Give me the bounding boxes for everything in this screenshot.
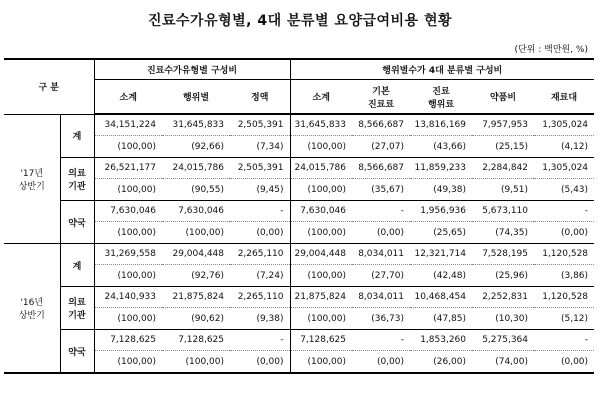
table-row (4, 330, 594, 351)
value-cell: 7,128,625 (162, 330, 230, 351)
percent-cell: (4,12) (534, 136, 594, 158)
value-cell: 1,120,528 (534, 244, 594, 265)
percent-cell: (90,62) (162, 308, 230, 330)
percent-cell: (36,73) (352, 308, 410, 330)
value-cell: 13,816,169 (410, 114, 472, 136)
row-label: 약국 (60, 201, 94, 244)
percent-cell: (3,86) (534, 265, 594, 287)
percent-cell: (100,00) (162, 351, 230, 374)
percent-cell: (74,00) (472, 351, 534, 374)
percent-cell: (5,43) (534, 179, 594, 201)
row-label: 계 (60, 244, 94, 287)
percent-cell: (42,48) (410, 265, 472, 287)
percent-cell: (35,67) (352, 179, 410, 201)
percent-cell: (25,15) (472, 136, 534, 158)
percent-cell: (74,35) (472, 222, 534, 244)
value-cell: 7,128,625 (94, 330, 162, 351)
value-cell: 8,566,687 (352, 114, 410, 136)
percent-cell: (0,00) (230, 222, 290, 244)
column-header: 정액 (230, 80, 290, 115)
unit-note: (단위 : 백만원, %) (514, 45, 588, 55)
value-cell: 21,875,824 (290, 287, 352, 308)
value-cell: 8,034,011 (352, 244, 410, 265)
row-label: 의료 기관 (60, 158, 94, 201)
value-cell: - (230, 330, 290, 351)
value-cell: 24,015,786 (290, 158, 352, 179)
percent-cell: (10,30) (472, 308, 534, 330)
value-cell: 2,284,842 (472, 158, 534, 179)
value-cell: 8,566,687 (352, 158, 410, 179)
value-cell: 21,875,824 (162, 287, 230, 308)
value-cell: 34,151,224 (94, 114, 162, 136)
value-cell: 1,853,260 (410, 330, 472, 351)
percent-cell: (7,24) (230, 265, 290, 287)
percent-cell: (49,38) (410, 179, 472, 201)
percent-cell: (25,65) (410, 222, 472, 244)
value-cell: 11,859,233 (410, 158, 472, 179)
percent-cell: (27,70) (352, 265, 410, 287)
value-cell: 7,128,625 (290, 330, 352, 351)
value-cell: 5,275,364 (472, 330, 534, 351)
table-row (4, 244, 594, 265)
header-group-4cat: 행위별수가 4대 분류별 구성비 (290, 59, 594, 80)
percent-cell: (100,00) (94, 351, 162, 374)
percent-cell: (92,66) (162, 136, 230, 158)
value-cell: 2,265,110 (230, 244, 290, 265)
cost-table (4, 58, 594, 374)
header-group-type: 진료수가유형별 구성비 (94, 59, 290, 80)
value-cell: - (534, 201, 594, 222)
percent-cell: (100,00) (94, 308, 162, 330)
value-cell: 2,252,831 (472, 287, 534, 308)
percent-cell: (47,85) (410, 308, 472, 330)
value-cell: - (352, 201, 410, 222)
percent-cell: (92,76) (162, 265, 230, 287)
value-cell: - (230, 201, 290, 222)
percent-cell: (7,34) (230, 136, 290, 158)
value-cell: 7,630,046 (162, 201, 230, 222)
column-header: 약품비 (472, 80, 534, 115)
percent-cell: (9,51) (472, 179, 534, 201)
value-cell: 24,140,933 (94, 287, 162, 308)
value-cell: 10,468,454 (410, 287, 472, 308)
value-cell: 31,645,833 (162, 114, 230, 136)
percent-cell: (100,00) (290, 136, 352, 158)
row-label: 계 (60, 114, 94, 158)
period-label: '17년 상반기 (4, 114, 60, 244)
column-header: 진료 행위료 (410, 80, 472, 115)
value-cell: 5,673,110 (472, 201, 534, 222)
column-header: 행위별 (162, 80, 230, 115)
column-header: 기본 진료료 (352, 80, 410, 115)
percent-cell: (100,00) (94, 179, 162, 201)
value-cell: 24,015,786 (162, 158, 230, 179)
percent-cell: (9,38) (230, 308, 290, 330)
percent-cell: (100,00) (94, 265, 162, 287)
value-cell: 1,305,024 (534, 158, 594, 179)
percent-cell: (5,12) (534, 308, 594, 330)
row-label: 의료 기관 (60, 287, 94, 330)
value-cell: 1,120,528 (534, 287, 594, 308)
value-cell: 29,004,448 (290, 244, 352, 265)
value-cell: 1,305,024 (534, 114, 594, 136)
percent-cell: (0,00) (352, 222, 410, 244)
percent-cell: (0,00) (534, 222, 594, 244)
table-row (4, 114, 594, 136)
value-cell: - (534, 330, 594, 351)
percent-cell: (90,55) (162, 179, 230, 201)
value-cell: 12,321,714 (410, 244, 472, 265)
percent-cell: (26,00) (410, 351, 472, 374)
value-cell: 31,645,833 (290, 114, 352, 136)
percent-cell: (0,00) (534, 351, 594, 374)
row-label: 약국 (60, 330, 94, 374)
percent-cell: (100,00) (290, 265, 352, 287)
value-cell: 2,505,391 (230, 114, 290, 136)
column-header: 재료대 (534, 80, 594, 115)
value-cell: 31,269,558 (94, 244, 162, 265)
percent-cell: (100,00) (290, 351, 352, 374)
value-cell: 8,034,011 (352, 287, 410, 308)
percent-cell: (0,00) (352, 351, 410, 374)
page-title: 진료수가유형별, 4대 분류별 요양급여비용 현황 (147, 13, 452, 29)
percent-cell: (27,07) (352, 136, 410, 158)
percent-cell: (100,00) (290, 308, 352, 330)
percent-cell: (100,00) (290, 222, 352, 244)
value-cell: 29,004,448 (162, 244, 230, 265)
column-header: 소계 (94, 80, 162, 115)
value-cell: 2,505,391 (230, 158, 290, 179)
value-cell: 7,957,953 (472, 114, 534, 136)
value-cell: 26,521,177 (94, 158, 162, 179)
value-cell: - (352, 330, 410, 351)
percent-cell: (43,66) (410, 136, 472, 158)
percent-cell: (25,96) (472, 265, 534, 287)
value-cell: 7,528,195 (472, 244, 534, 265)
header-category: 구 분 (4, 59, 94, 114)
value-cell: 1,956,936 (410, 201, 472, 222)
percent-cell: (9,45) (230, 179, 290, 201)
period-label: '16년 상반기 (4, 244, 60, 374)
value-cell: 7,630,046 (290, 201, 352, 222)
percent-cell: (100,00) (94, 136, 162, 158)
value-cell: 7,630,046 (94, 201, 162, 222)
percent-cell: (100,00) (162, 222, 230, 244)
percent-cell: (100,00) (94, 222, 162, 244)
column-header: 소계 (290, 80, 352, 115)
percent-cell: (100,00) (290, 179, 352, 201)
value-cell: 2,265,110 (230, 287, 290, 308)
table-row (4, 201, 594, 222)
table-row (4, 287, 594, 308)
table-row (4, 158, 594, 179)
percent-cell: (0,00) (230, 351, 290, 374)
